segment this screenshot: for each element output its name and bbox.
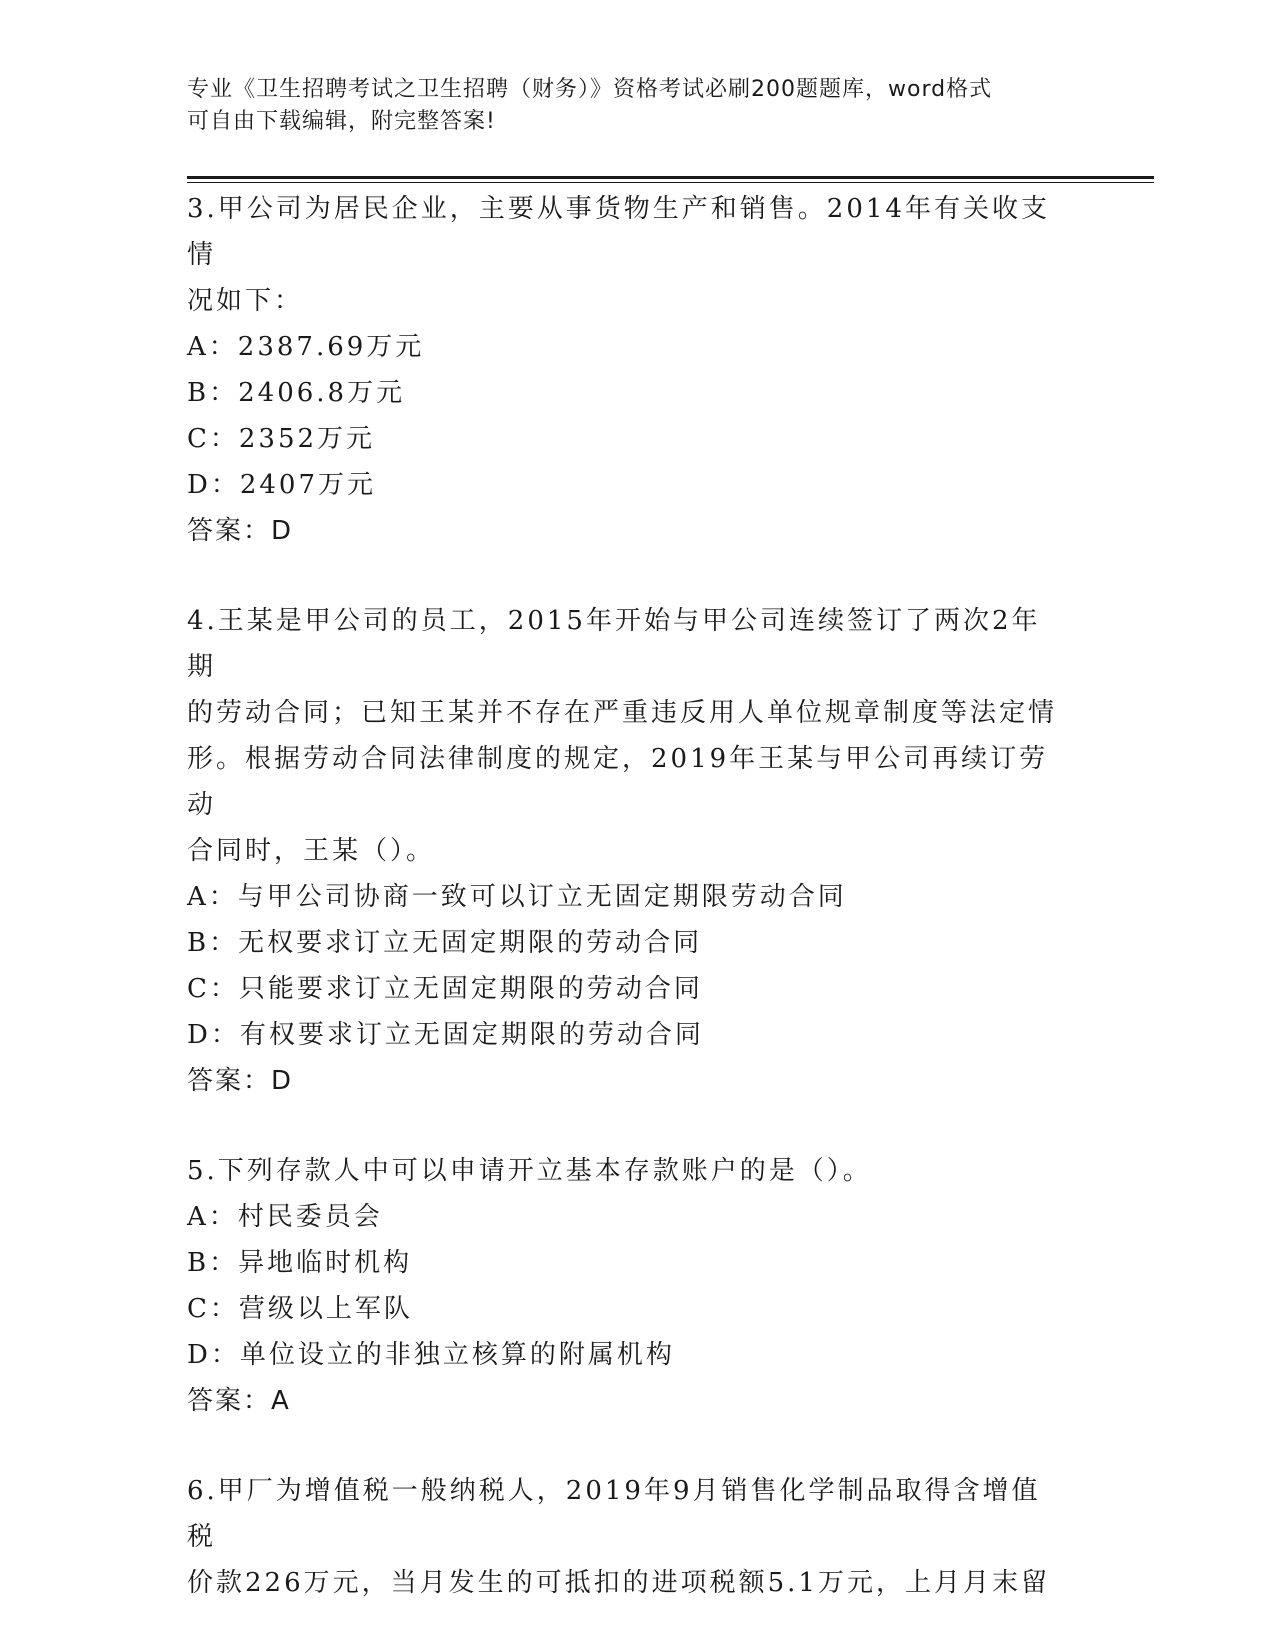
question-text-line: 6.甲厂为增值税一般纳税人，2019年9月销售化学制品取得含增值税	[187, 1476, 1041, 1552]
question-list	[187, 186, 1067, 1650]
option-a: A：与甲公司协商一致可以订立无固定期限劳动合同	[187, 882, 847, 912]
question-3	[187, 186, 1067, 554]
header-rule-thick	[187, 176, 1154, 179]
question-text-line: 况如下：	[187, 286, 304, 316]
question-text-line: 价款226万元，当月发生的可抵扣的进项税额5.1万元，上月月末留	[187, 1568, 1050, 1598]
option-a: A：村民委员会	[187, 1202, 383, 1232]
option-b: B：异地临时机构	[187, 1248, 413, 1278]
question-text-line: 合同时，王某（）。	[187, 836, 436, 866]
question-text-line: 形。根据劳动合同法律制度的规定，2019年王某与甲公司再续订劳动	[187, 744, 1049, 820]
question-text-line: 3.甲公司为居民企业，主要从事货物生产和销售。2014年有关收支情	[187, 194, 1050, 270]
option-c: C：2352万元	[187, 424, 376, 454]
option-c: C：只能要求订立无固定期限的劳动合同	[187, 974, 703, 1004]
header-line-2: 可自由下载编辑，附完整答案!	[187, 109, 496, 134]
option-c: C：营级以上军队	[187, 1294, 413, 1324]
option-a: A：2387.69万元	[187, 332, 425, 362]
question-4	[187, 598, 1067, 1104]
answer-line: 答案：D	[187, 1066, 294, 1096]
option-d: D：2407万元	[187, 470, 377, 500]
header-rule-thin	[187, 182, 1154, 183]
question-text-line: 5.下列存款人中可以申请开立基本存款账户的是（）。	[187, 1156, 872, 1186]
option-b: B：2406.8万元	[187, 378, 406, 408]
document-header	[187, 74, 1067, 138]
header-line-1: 专业《卫生招聘考试之卫生招聘（财务）》资格考试必刷200题题库，word格式	[187, 77, 993, 102]
answer-line: 答案：A	[187, 1386, 291, 1416]
option-d: D：有权要求订立无固定期限的劳动合同	[187, 1020, 704, 1050]
question-6	[187, 1468, 1067, 1606]
option-d: D：单位设立的非独立核算的附属机构	[187, 1340, 675, 1370]
question-5	[187, 1148, 1067, 1424]
answer-line: 答案：D	[187, 516, 294, 546]
question-text-line: 的劳动合同；已知王某并不存在严重违反用人单位规章制度等法定情	[187, 698, 1058, 728]
option-b: B：无权要求订立无固定期限的劳动合同	[187, 928, 703, 958]
question-text-line: 4.王某是甲公司的员工，2015年开始与甲公司连续签订了两次2年期	[187, 606, 1041, 682]
